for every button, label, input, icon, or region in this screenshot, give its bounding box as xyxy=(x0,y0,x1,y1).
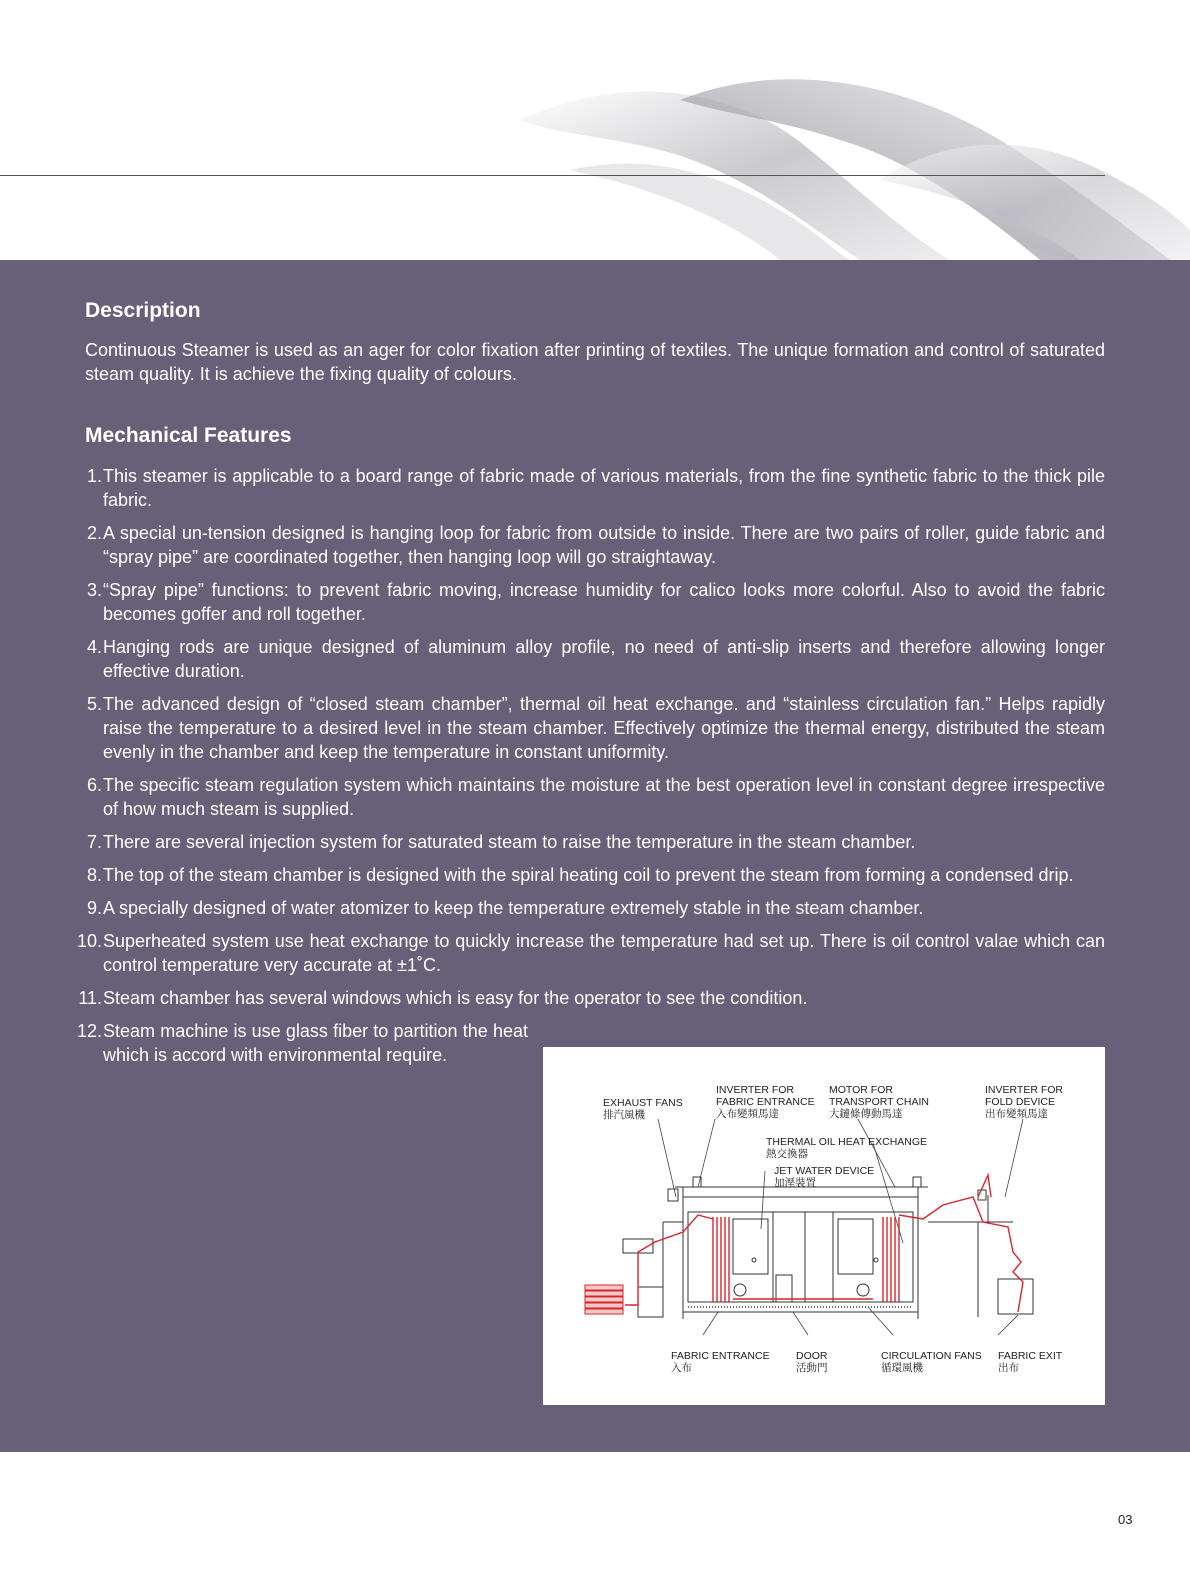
list-item xyxy=(0,986,1190,1010)
label-line: 出布 xyxy=(998,1362,1019,1374)
label-line: JET WATER DEVICE xyxy=(774,1165,875,1177)
label-inverter-fabric-entrance xyxy=(716,1084,815,1120)
label-line: FABRIC ENTRANCE xyxy=(671,1350,770,1362)
label-circulation-fans xyxy=(881,1350,982,1374)
label-line: TRANSPORT CHAIN xyxy=(829,1096,929,1108)
item-text: The top of the steam chamber is designed with the spiral heating coil to prevent the steam from forming a condensed drip. xyxy=(103,865,1074,885)
list-item xyxy=(0,830,1190,854)
label-line: FABRIC ENTRANCE xyxy=(716,1096,815,1108)
page-number: 03 xyxy=(1118,1512,1133,1527)
item-number: 6. xyxy=(86,775,102,795)
label-door xyxy=(796,1350,828,1374)
item-number: 10. xyxy=(76,931,102,951)
item-text: A special un-tension designed is hanging loop for fabric from outside to inside. There are two pairs of roller, guide fabric and “spray pipe” are coordinated together, then hanging loop will go straightaway. xyxy=(103,523,1105,567)
label-line: 大鏈條傳動馬達 xyxy=(829,1108,903,1120)
list-item xyxy=(0,896,1190,920)
description-heading: Description xyxy=(85,299,201,322)
label-line: CIRCULATION FANS xyxy=(881,1350,982,1362)
item-text: Superheated system use heat exchange to quickly increase the temperature had set up. There is oil control valae which can control temperature very accurate at ±1˚C. xyxy=(103,931,1105,975)
item-text: Steam machine is use glass fiber to partition the heat which is accord with environmental require. xyxy=(103,1021,528,1065)
label-motor-transport-chain xyxy=(829,1084,929,1120)
label-line: 出布變頻馬達 xyxy=(985,1108,1048,1120)
label-line: THERMAL OIL HEAT EXCHANGE xyxy=(766,1136,928,1148)
item-number: 11. xyxy=(78,988,102,1008)
list-item xyxy=(0,578,1190,626)
label-line: 循環風機 xyxy=(881,1362,923,1374)
list-item xyxy=(0,863,1190,887)
label-inverter-fold-device xyxy=(985,1084,1063,1120)
label-line: 活動門 xyxy=(796,1362,828,1374)
label-fabric-entrance xyxy=(671,1350,770,1374)
item-text: Hanging rods are unique designed of aluminum alloy profile, no need of anti-slip inserts and therefore allowing longer effective duration. xyxy=(103,637,1105,681)
item-number: 1. xyxy=(86,466,102,486)
list-item xyxy=(0,929,1190,977)
label-line: 熱交換器 xyxy=(766,1148,808,1160)
list-item xyxy=(0,635,1190,683)
label-line: DOOR xyxy=(796,1350,828,1362)
label-line: FABRIC EXIT xyxy=(998,1350,1063,1362)
item-text: “Spray pipe” functions: to prevent fabric moving, increase humidity for calico looks more colorful. Also to avoid the fabric becomes goffer and roll together. xyxy=(103,580,1105,624)
item-text: The specific steam regulation system which maintains the moisture at the best operation level in constant degree irrespective of how much steam is supplied. xyxy=(103,775,1105,819)
item-number: 8. xyxy=(86,865,102,885)
label-line: 排汽風機 xyxy=(603,1109,645,1121)
label-line: MOTOR FOR xyxy=(829,1084,893,1096)
list-item xyxy=(0,773,1190,821)
label-line: INVERTER FOR xyxy=(985,1084,1063,1096)
description-text: Continuous Steamer is used as an ager for color fixation after printing of textiles. The unique formation and control of saturated steam quality. It is achieve the fixing quality of colours. xyxy=(85,340,1105,384)
item-number: 2. xyxy=(86,523,102,543)
label-line: 加溼裝置 xyxy=(774,1177,816,1189)
label-exhaust-fans xyxy=(603,1097,683,1121)
mechanical-features-heading: Mechanical Features xyxy=(85,424,292,447)
list-item xyxy=(0,692,1190,764)
page-header xyxy=(0,0,1190,260)
header-divider-line xyxy=(0,175,1105,176)
label-fabric-exit xyxy=(998,1350,1062,1374)
list-item xyxy=(0,464,1190,512)
label-line: EXHAUST FANS xyxy=(603,1097,683,1109)
decorative-fabric-swirl-image xyxy=(480,60,1190,260)
label-jet-water-device xyxy=(774,1165,874,1189)
item-number: 9. xyxy=(86,898,102,918)
item-text: This steamer is applicable to a board range of fabric made of various materials, from the fine synthetic fabric to the thick pile fabric. xyxy=(103,466,1105,510)
label-line: FOLD DEVICE xyxy=(985,1096,1056,1108)
item-number: 12. xyxy=(76,1021,102,1041)
label-thermal-oil-heat-exchange xyxy=(766,1136,927,1160)
label-line: 入布變頻馬達 xyxy=(716,1108,779,1120)
item-text: A specially designed of water atomizer to keep the temperature extremely stable in the steam chamber. xyxy=(103,898,924,918)
steamer-diagram xyxy=(543,1047,1105,1405)
item-text: Steam chamber has several windows which is easy for the operator to see the condition. xyxy=(103,988,808,1008)
label-line: 入布 xyxy=(671,1362,692,1374)
list-item xyxy=(0,521,1190,569)
item-number: 3. xyxy=(86,580,102,600)
features-list xyxy=(0,464,1190,1076)
item-number: 4. xyxy=(86,637,102,657)
item-text: There are several injection system for saturated steam to raise the temperature in the steam chamber. xyxy=(103,832,916,852)
item-text: The advanced design of “closed steam chamber”, thermal oil heat exchange. and “stainless circulation fan.” Helps rapidly raise the temperature to a desired level in the steam chamber. Effectively optimize the thermal energy, distributed the steam evenly in the chamber and keep the temperature in constant uniformity. xyxy=(103,694,1105,762)
label-line: INVERTER FOR xyxy=(716,1084,794,1096)
item-number: 7. xyxy=(86,832,102,852)
item-number: 5. xyxy=(86,694,102,714)
